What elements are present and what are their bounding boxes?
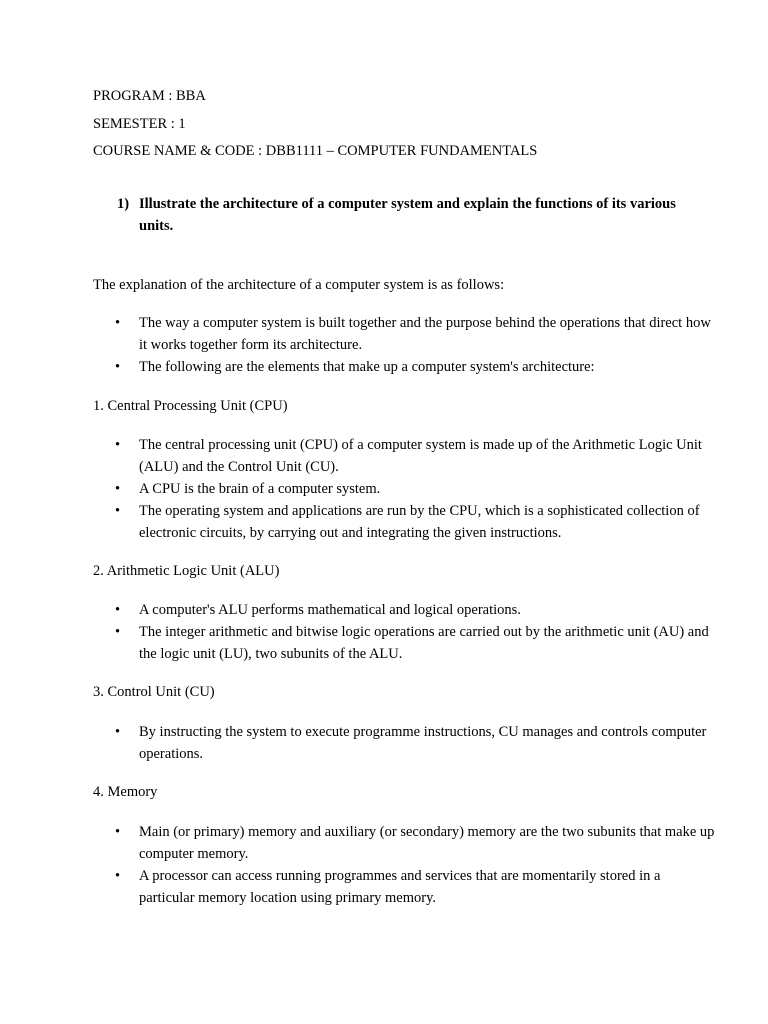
list-item-text: The integer arithmetic and bitwise logic operations are carried out by the arithmetic unit (AU) and the logic unit (LU), two subunits of the ALU.	[139, 624, 709, 662]
section-heading-memory: 4. Memory	[93, 784, 158, 800]
list-item	[115, 599, 715, 621]
semester-line: SEMESTER : 1	[93, 116, 186, 132]
list-item-text: A computer's ALU performs mathematical and logical operations.	[139, 602, 521, 618]
course-line: COURSE NAME & CODE : DBB1111 – COMPUTER FUNDAMENTALS	[93, 143, 538, 159]
list-item	[115, 821, 715, 865]
list-item-text: The following are the elements that make up a computer system's architecture:	[139, 359, 595, 375]
list-item	[115, 478, 715, 500]
list-item	[115, 312, 715, 356]
list-item-text: By instructing the system to execute programme instructions, CU manages and controls computer operations.	[139, 724, 707, 762]
list-item	[115, 500, 715, 544]
list-item	[115, 621, 715, 665]
bullet-icon: •	[115, 602, 121, 618]
bullet-icon: •	[115, 503, 121, 519]
list-item-text: A processor can access running programmes and services that are momentarily stored in a particular memory location using primary memory.	[139, 868, 661, 906]
list-item-text: A CPU is the brain of a computer system.	[139, 481, 381, 497]
section-heading-alu: 2. Arithmetic Logic Unit (ALU)	[93, 563, 280, 579]
bullet-icon: •	[115, 437, 121, 453]
intro-paragraph: The explanation of the architecture of a computer system is as follows:	[93, 277, 505, 293]
list-item-text: The operating system and applications are run by the CPU, which is a sophisticated collection of electronic circuits, by carrying out and integrating the given instructions.	[139, 503, 700, 541]
section-heading-cpu: 1. Central Processing Unit (CPU)	[93, 398, 288, 414]
bullet-icon: •	[115, 315, 121, 331]
question-1	[117, 193, 697, 237]
list-item	[115, 434, 715, 478]
bullet-icon: •	[115, 359, 121, 375]
section-heading-cu: 3. Control Unit (CU)	[93, 684, 215, 700]
question-number: 1)	[117, 196, 130, 212]
bullet-icon: •	[115, 724, 121, 740]
bullet-icon: •	[115, 824, 121, 840]
list-item	[115, 865, 715, 909]
list-item-text: The central processing unit (CPU) of a computer system is made up of the Arithmetic Logic Unit (ALU) and the Control Unit (CU).	[139, 437, 702, 475]
list-item-text: The way a computer system is built together and the purpose behind the operations that direct how it works together form its architecture.	[139, 315, 711, 353]
bullet-icon: •	[115, 481, 121, 497]
list-item-text: Main (or primary) memory and auxiliary (or secondary) memory are the two subunits that make up computer memory.	[139, 824, 715, 862]
list-item	[115, 356, 715, 378]
list-item	[115, 721, 715, 765]
question-text: Illustrate the architecture of a computer system and explain the functions of its various units.	[139, 196, 676, 234]
program-line: PROGRAM : BBA	[93, 88, 206, 104]
bullet-icon: •	[115, 868, 121, 884]
bullet-icon: •	[115, 624, 121, 640]
